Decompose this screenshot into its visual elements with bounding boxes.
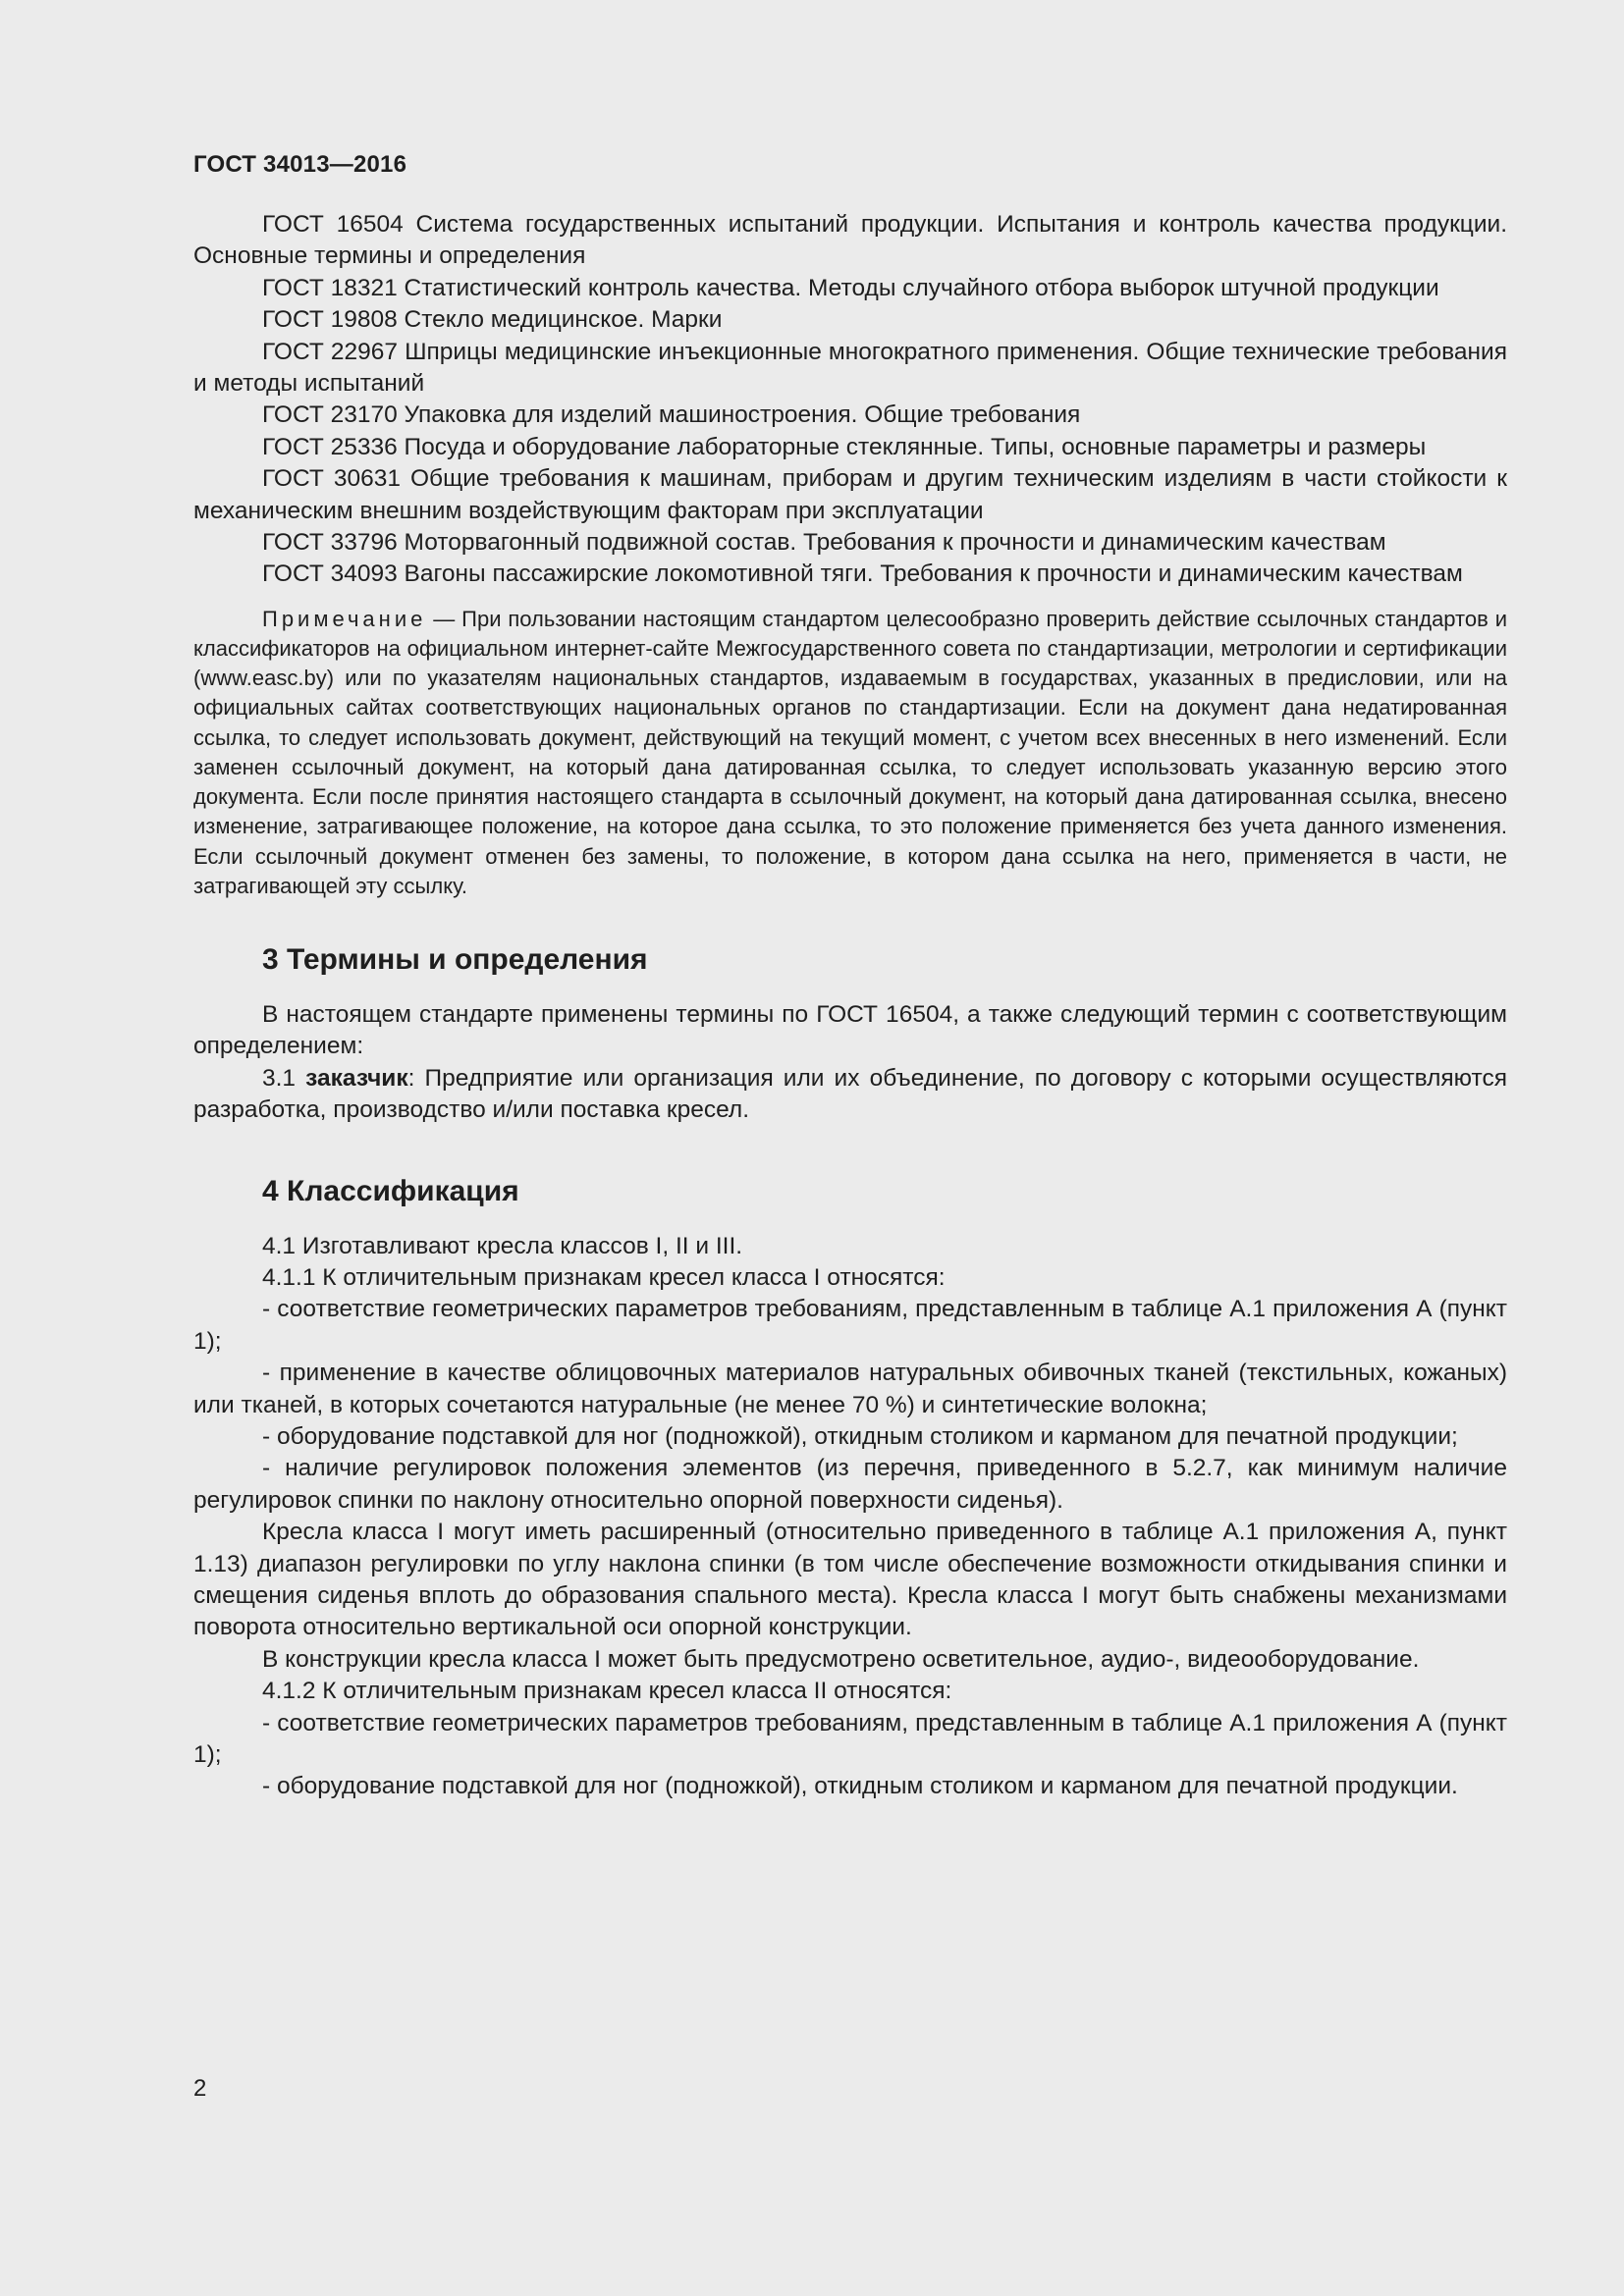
- document-page: [193, 145, 1507, 1803]
- note-text: При пользовании настоящим стандартом целесообразно проверить действие ссылочных стандартов и классификаторов на официальном интернет-сайте Межгосударственного совета по стандартизации, метрологии и сертификации (www.easc.by) или по указателям национальных стандартов, издаваемым в государствах, указанных в предисловии, или на официальных сайтах соответствующих национальных органов по стандартизации. Если на документ дана недатированная ссылка, то следует использовать документ, действующий на текущий момент, с учетом всех внесенных в него изменений. Если заменен ссылочный документ, на который дана датированная ссылка, то следует использовать указанную версию этого документа. Если после принятия настоящего стандарта в ссылочный документ, на который дана датированная ссылка, внесено изменение, затрагивающее положение, на которое дана ссылка, то это положение применяется без учета данного изменения. Если ссылочный документ отменен без замены, то положение, в котором дана ссылка на него, применяется в части, не затрагивающей эту ссылку.: [193, 606, 1508, 898]
- document-header: ГОСТ 34013—2016: [193, 151, 407, 178]
- section-4-paragraph: 4.1.2 К отличительным признакам кресел класса II относятся:: [262, 1678, 952, 1705]
- section-4-paragraph: - применение в качестве облицовочных материалов натуральных обивочных тканей (текстильных, кожаных) или тканей, в которых сочетаются натуральные (не менее 70 %) и синтетические волокна;: [193, 1360, 1507, 1418]
- reference-item: ГОСТ 22967 Шприцы медицинские инъекционные многократного применения. Общие технические требования и методы испытаний: [193, 338, 1507, 398]
- section-3-intro: В настоящем стандарте применены термины по ГОСТ 16504, а также следующий термин с соответствующим определением:: [193, 1000, 1507, 1060]
- term-number: 3.1: [262, 1064, 306, 1092]
- section-4-paragraph: 4.1.1 К отличительным признакам кресел класса I относятся:: [262, 1263, 946, 1291]
- reference-list: [193, 209, 1507, 591]
- term-definition: [193, 1063, 1507, 1127]
- reference-item: ГОСТ 34093 Вагоны пассажирские локомотивной тяги. Требования к прочности и динамическим качествам: [262, 561, 1463, 588]
- section-4-paragraph: - соответствие геометрических параметров требованиям, представленным в таблице А.1 приложения А (пункт 1);: [193, 1709, 1507, 1769]
- section-4-title: 4 Классификация: [262, 1174, 519, 1207]
- reference-item: ГОСТ 19808 Стекло медицинское. Марки: [262, 306, 723, 334]
- note-dash: —: [426, 606, 462, 631]
- note-label: Примечание: [262, 606, 427, 631]
- term-definition-text: : Предприятие или организация или их объединение, по договору с которыми осуществляются разработка, производство и/или поставка кресел.: [193, 1064, 1507, 1124]
- reference-item: ГОСТ 18321 Статистический контроль качества. Методы случайного отбора выборок штучной продукции: [262, 274, 1439, 301]
- reference-item: ГОСТ 33796 Моторвагонный подвижной состав. Требования к прочности и динамическим качествам: [262, 529, 1386, 557]
- section-4-paragraph: - оборудование подставкой для ног (подножкой), откидным столиком и карманом для печатной продукции;: [262, 1422, 1458, 1450]
- section-4-paragraph: - оборудование подставкой для ног (подножкой), откидным столиком и карманом для печатной продукции.: [262, 1773, 1458, 1800]
- reference-item: ГОСТ 16504 Система государственных испытаний продукции. Испытания и контроль качества продукции. Основные термины и определения: [193, 211, 1507, 270]
- section-4-paragraph: В конструкции кресла класса I может быть предусмотрено осветительное, аудио-, видеооборудование.: [262, 1645, 1420, 1673]
- reference-item: ГОСТ 23170 Упаковка для изделий машиностроения. Общие требования: [262, 401, 1081, 429]
- term-word: заказчик: [305, 1064, 408, 1092]
- section-4-paragraph: Кресла класса I могут иметь расширенный (относительно приведенного в таблице А.1 приложения А, пункт 1.13) диапазон регулировки по углу наклона спинки (в том числе обеспечение возможности откидывания спинки и смещения сиденья вплоть до образования спального места). Кресла класса I могут быть снабжены механизмами поворота относительно вертикальной оси опорной конструкции.: [193, 1519, 1507, 1641]
- reference-item: ГОСТ 25336 Посуда и оборудование лабораторные стеклянные. Типы, основные параметры и размеры: [262, 433, 1427, 460]
- section-4-paragraph: - соответствие геометрических параметров требованиям, представленным в таблице А.1 приложения А (пункт 1);: [193, 1296, 1507, 1355]
- page-number: 2: [193, 2075, 207, 2102]
- section-3-title: 3 Термины и определения: [262, 942, 648, 976]
- section-4-paragraph: - наличие регулировок положения элементов (из перечня, приведенного в 5.2.7, как минимум наличие регулировок спинки по наклону относительно опорной поверхности сиденья).: [193, 1455, 1507, 1514]
- section-4-paragraph: 4.1 Изготавливают кресла классов I, II и III.: [262, 1232, 743, 1259]
- reference-item: ГОСТ 30631 Общие требования к машинам, приборам и другим техническим изделиям в части стойкости к механическим внешним воздействующим факторам при эксплуатации: [193, 465, 1507, 524]
- note-paragraph: [193, 605, 1507, 901]
